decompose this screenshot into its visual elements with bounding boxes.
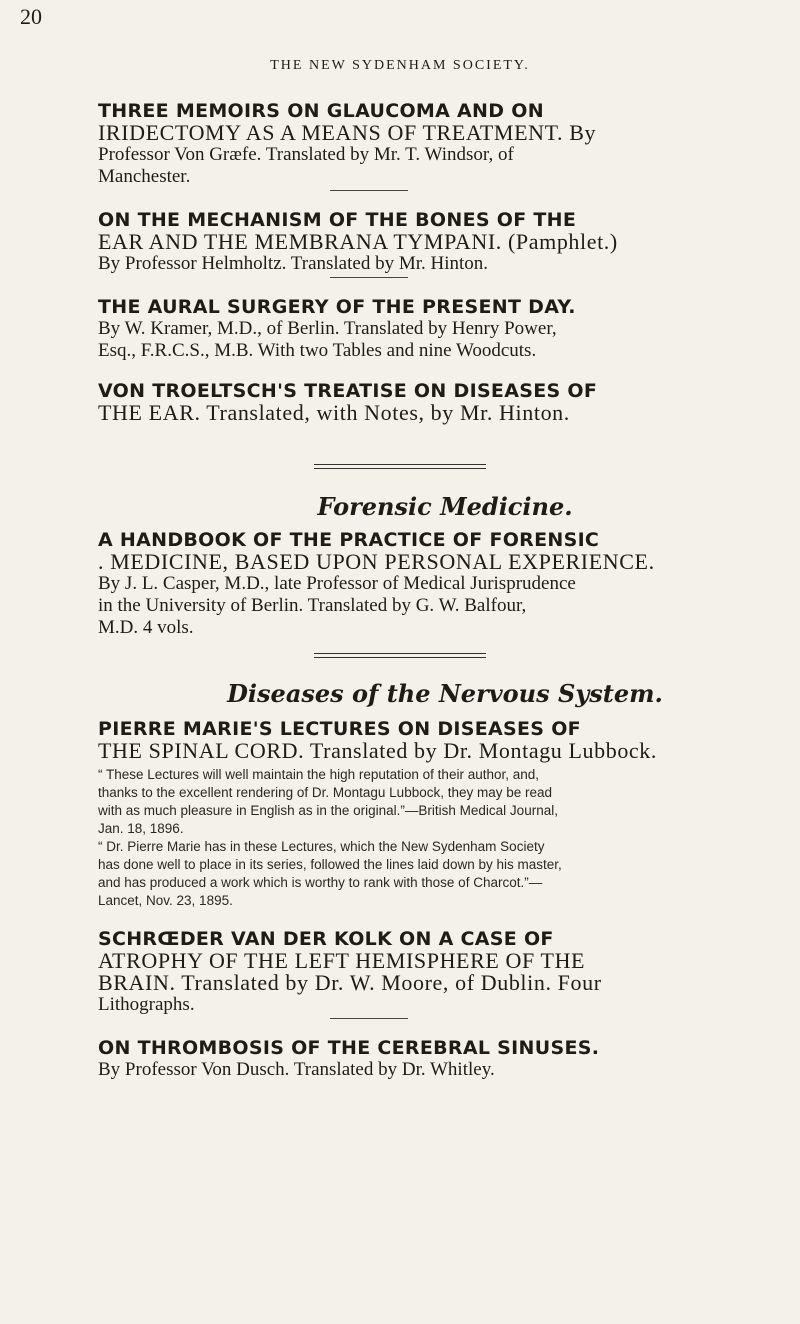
entry-body-line: Manchester. bbox=[98, 166, 191, 187]
entry-title-line: VON TROELTSCH'S TREATISE ON DISEASES OF bbox=[98, 380, 598, 402]
entry-mechanism-bones bbox=[98, 209, 792, 278]
entry-forensic-handbook bbox=[98, 529, 792, 639]
entry-troeltsch bbox=[98, 380, 792, 424]
page-number: 20 bbox=[20, 4, 42, 29]
entry-body-line: By J. L. Casper, M.D., late Professor of Medical Jurisprudence bbox=[98, 573, 576, 594]
entry-body-line: By Professor Helmholtz. Translated by Mr. Hinton. bbox=[98, 253, 489, 274]
entry-title-line: . MEDICINE, BASED UPON PERSONAL EXPERIENCE. bbox=[98, 549, 655, 574]
entry-title-line: THE SPINAL CORD. Translated by Dr. Montagu Lubbock. bbox=[98, 738, 657, 763]
review-quote-line: thanks to the excellent rendering of Dr. Montagu Lubbock, they may be read bbox=[98, 785, 553, 800]
entry-title-line: ATROPHY OF THE LEFT HEMISPHERE OF THE bbox=[98, 948, 586, 973]
review-quote-line: Lancet, Nov. 23, 1895. bbox=[98, 893, 233, 908]
review-quote-line: has done well to place in its series, followed the lines laid down by his master, bbox=[98, 857, 562, 872]
review-quote-line: Jan. 18, 1896. bbox=[98, 821, 184, 836]
entry-aural-surgery bbox=[98, 296, 792, 362]
review-quote-line: with as much pleasure in English as in the original.”—British Medical Journal, bbox=[98, 803, 558, 818]
entry-title-line: THE EAR. Translated, with Notes, by Mr. Hinton. bbox=[98, 400, 570, 425]
section-heading-forensic: Forensic Medicine. bbox=[317, 492, 573, 521]
entry-schroeder bbox=[98, 928, 792, 1019]
review-quote-line: and has produced a work which is worthy to rank with those of Charcot.”— bbox=[98, 875, 543, 890]
entry-title-line: EAR AND THE MEMBRANA TYMPANI. (Pamphlet.) bbox=[98, 229, 618, 254]
entry-thrombosis bbox=[98, 1037, 792, 1081]
entry-body-line: By W. Kramer, M.D., of Berlin. Translated by Henry Power, bbox=[98, 318, 557, 339]
entry-title-line: PIERRE MARIE'S LECTURES ON DISEASES OF bbox=[98, 718, 581, 740]
entry-title-line: ON THE MECHANISM OF THE BONES OF THE bbox=[98, 209, 577, 231]
review-quote-line: “ These Lectures will well maintain the high reputation of their author, and, bbox=[98, 767, 540, 782]
entry-pierre-marie bbox=[98, 718, 792, 910]
entry-body-line: in the University of Berlin. Translated by G. W. Balfour, bbox=[98, 595, 527, 616]
entry-title-line: IRIDECTOMY AS A MEANS OF TREATMENT. By bbox=[98, 120, 597, 145]
entry-title-line: BRAIN. Translated by Dr. W. Moore, of Dublin. Four bbox=[98, 970, 602, 995]
review-quote-line: “ Dr. Pierre Marie has in these Lectures, which the New Sydenham Society bbox=[98, 839, 545, 854]
entry-title-line: A HANDBOOK OF THE PRACTICE OF FORENSIC bbox=[98, 529, 600, 551]
running-head: THE NEW SYDENHAM SOCIETY. bbox=[270, 58, 530, 73]
entry-body-line: Esq., F.R.C.S., M.B. With two Tables and nine Woodcuts. bbox=[98, 340, 537, 361]
entry-body-line: Lithographs. bbox=[98, 994, 195, 1015]
entry-body-line: M.D. 4 vols. bbox=[98, 617, 194, 638]
page-content bbox=[98, 100, 792, 1081]
entry-body-line: By Professor Von Dusch. Translated by Dr. Whitley. bbox=[98, 1059, 495, 1080]
entry-glaucoma bbox=[98, 100, 792, 191]
entry-title-line: ON THROMBOSIS OF THE CEREBRAL SINUSES. bbox=[98, 1037, 600, 1059]
section-heading-nervous: Diseases of the Nervous System. bbox=[227, 679, 663, 708]
entry-title-line: THREE MEMOIRS ON GLAUCOMA AND ON bbox=[98, 100, 544, 122]
entry-body-line: Professor Von Græfe. Translated by Mr. T. Windsor, of bbox=[98, 144, 514, 165]
entry-title-line: THE AURAL SURGERY OF THE PRESENT DAY. bbox=[98, 296, 576, 318]
entry-title-line: SCHRŒDER VAN DER KOLK ON A CASE OF bbox=[98, 928, 554, 950]
